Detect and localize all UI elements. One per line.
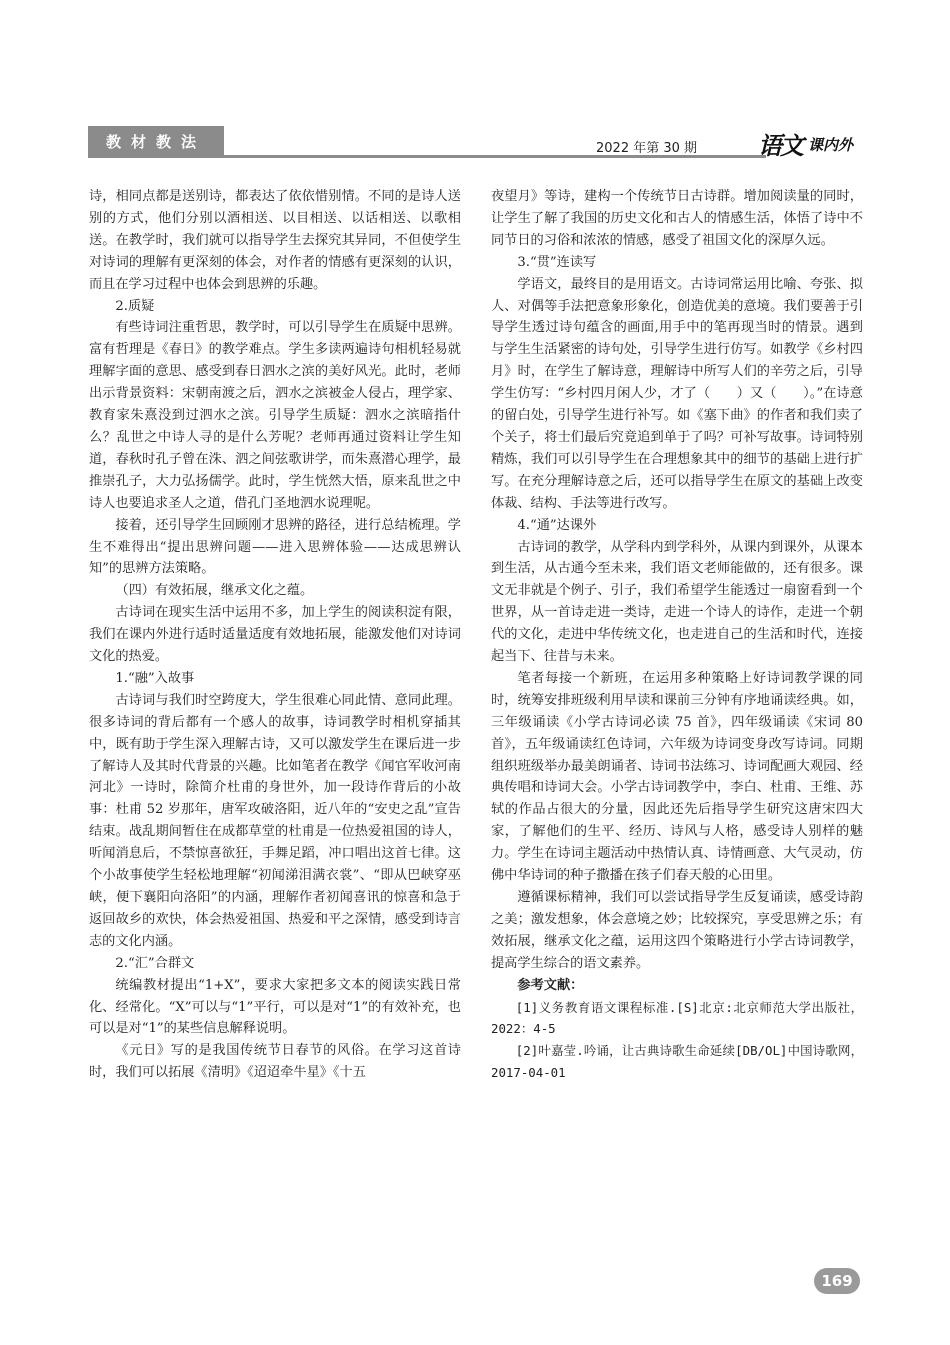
subheading: 1.“融”入故事: [115, 670, 195, 686]
right-column: [491, 186, 863, 1084]
reference-item: [1]义务教育语文课程标准.[S]北京:北京师范大学出版社，2022：4-5: [491, 999, 863, 1037]
paragraph: 有些诗词注重哲思，教学时，可以引导学生在质疑中思辨。富有哲理是《春日》的教学难点。学生多读两遍诗句相机轻易就理解字面的意思、感受到春日泗水之滨的美好风光。此时，老师出示背景资料：宋朝南渡之后，泗水之滨被金人侵占，理学家、教育家朱熹没到过泗水之滨。引导学生质疑：泗水之滨暗指什么？乱世之中诗人寻的是什么芳呢？老师再通过资料让学生知道，春秋时孔子曾在洙、泗之间弦歌讲学，而朱熹潜心理学，最推崇孔子，大力弘扬儒学。此时，学生恍然大悟，原来乱世之中诗人也要追求圣人之道，借孔门圣地泗水说理呢。: [89, 320, 461, 511]
paragraph: 学语文，最终目的是用语文。古诗词常运用比喻、夸张、拟人、对偶等手法把意象形象化，创造优美的意境。我们要善于引导学生透过诗句蕴含的画面,用手中的笔再现当时的情景。遇到与学生生活紧密的诗句处，引导学生进行仿写。如教学《乡村四月》时，在学生了解诗意，理解诗中所写人们的辛劳之后，引导学生仿写：“乡村四月闲人少，才了（ ）又（ ）。”在诗意的留白处，引导学生进行补写。如《塞下曲》的作者和我们卖了个关子，将士们最后究竟追到单于了吗？可补写故事。诗词特别精炼，我们可以引导学生在合理想象其中的细节的基础上进行扩写。在充分理解诗意之后，还可以指导学生在原文的基础上改变体裁、结构、手法等进行改写。: [491, 276, 863, 511]
subheading: 4.“通”达课外: [517, 517, 597, 533]
logo-main-text: 语文: [758, 131, 802, 160]
left-column: [89, 186, 461, 1084]
logo-sub-text: 课内外: [808, 136, 854, 154]
paragraph: 笔者每接一个新班，在运用多种策略上好诗词教学课的同时，统筹安排班级利用早读和课前三分钟有序地诵读经典。如，三年级诵读《小学古诗词必读 75 首》，四年级诵读《宋词 80 首》，五年级诵读红色诗词，六年级为诗词变身改写诗词。同期组织班级举办最美朗诵者、诗词书法练习、诗词配画大观园、经典传唱和诗词大会。小学古诗词教学中，李白、杜甫、王维、苏轼的作品占很大的分量，因此还先后指导学生研究这唐宋四大家，了解他们的生平、经历、诗风与人格，感受诗人别样的魅力。学生在诗词主题活动中热情认真、诗情画意、大气灵动，仿佛中华诗词的种子撒播在孩子们春天般的心田里。: [491, 670, 863, 884]
paragraph: 诗，相同点都是送别诗，都表达了依依惜别情。不同的是诗人送别的方式，他们分别以酒相送、以目相送、以话相送、以歌相送。在教学时，我们就可以指导学生去探究其异同，不但使学生对诗词的理解有更深刻的体会，对作者的情感有更深刻的认识，而且在学习过程中也体会到思辨的乐趣。: [89, 189, 461, 292]
reference-item: [2]叶嘉莹.吟诵，让古典诗歌生命延续[DB/OL]中国诗歌网，2017-04-01: [491, 1043, 863, 1081]
paragraph: 古诗词在现实生活中运用不多，加上学生的阅读积淀有限，我们在课内外进行适时适量适度有效地拓展，能激发他们对诗词文化的热爱。: [89, 605, 461, 665]
paragraph: 夜望月》等诗，建构一个传统节日古诗群。增加阅读量的同时，让学生了解了我国的历史文化和古人的情感生活，体悟了诗中不同节日的习俗和浓浓的情感，感受了祖国文化的深厚久远。: [491, 189, 863, 248]
subheading: （四）有效拓展，继承文化之蕴。: [115, 583, 314, 599]
paragraph: 《元日》写的是我国传统节日春节的风俗。在学习这首诗时，我们可以拓展《清明》《迢迢牵牛星》《十五: [89, 1043, 461, 1081]
subheading: 3.“贯”连读写: [517, 254, 597, 270]
journal-logo: [756, 126, 866, 158]
references-heading: 参考文献：: [517, 977, 584, 993]
section-label: 教材教法: [88, 126, 224, 158]
paragraph: 接着，还引导学生回顾刚才思辨的路径，进行总结梳理。学生不难得出“提出思辨问题——进入思辨体验——达成思辨认知”的思辨方法策略。: [89, 517, 461, 577]
paragraph: 古诗词的教学，从学科内到学科外，从课内到课外，从课本到生活，从古通今至未来，我们语文老师能做的，还有很多。课文无非就是个例子、引子，我们希望学生能透过一扇窗看到一个世界，从一首诗走进一类诗，走进一个诗人的诗作，走进一个朝代的文化，走进中华传统文化，也走进自己的生活和时代，连接起当下、往昔与未来。: [491, 539, 863, 665]
paragraph: 古诗词与我们时空跨度大，学生很难心同此情、意同此理。很多诗词的背后都有一个感人的故事，诗词教学时相机穿插其中，既有助于学生深入理解古诗，又可以激发学生在课后进一步了解诗人及其时代背景的兴趣。比如笔者在教学《闻官军收河南河北》一诗时，除简介杜甫的身世外，加一段诗作背后的小故事：杜甫 52 岁那年，唐军攻破洛阳，近八年的“安史之乱”宣告结束。战乱期间暂住在成都草堂的杜甫是一位热爱祖国的诗人，听闻消息后，不禁惊喜欲狂，手舞足蹈，冲口唱出这首七律。这个小故事使学生轻松地理解“初闻涕泪满衣裳”、“即从巴峡穿巫峡，便下襄阳向洛阳”的内涵，理解作者初闻喜讯的惊喜和急于返回故乡的欢快，体会热爱祖国、热爱和平之深情，感受到诗言志的文化内涵。: [89, 692, 461, 949]
paragraph: 统编教材提出“1+X”，要求大家把多文本的阅读实践日常化、经常化。“X”可以与“1”平行，可以是对“1”的有效补充，也可以是对“1”的某些信息解释说明。: [89, 977, 461, 1037]
issue-label: 2022 年第 30 期: [596, 141, 698, 156]
subheading: 2.“汇”合群文: [115, 955, 195, 971]
page-number: 169: [814, 1268, 860, 1294]
paragraph: 遵循课标精神，我们可以尝试指导学生反复诵读，感受诗韵之美；激发想象，体会意境之妙；比较探究，享受思辨之乐；有效拓展，继承文化之蕴，运用这四个策略进行小学古诗词教学，提高学生综合的语文素养。: [491, 890, 863, 971]
subheading: 2.质疑: [115, 298, 155, 314]
